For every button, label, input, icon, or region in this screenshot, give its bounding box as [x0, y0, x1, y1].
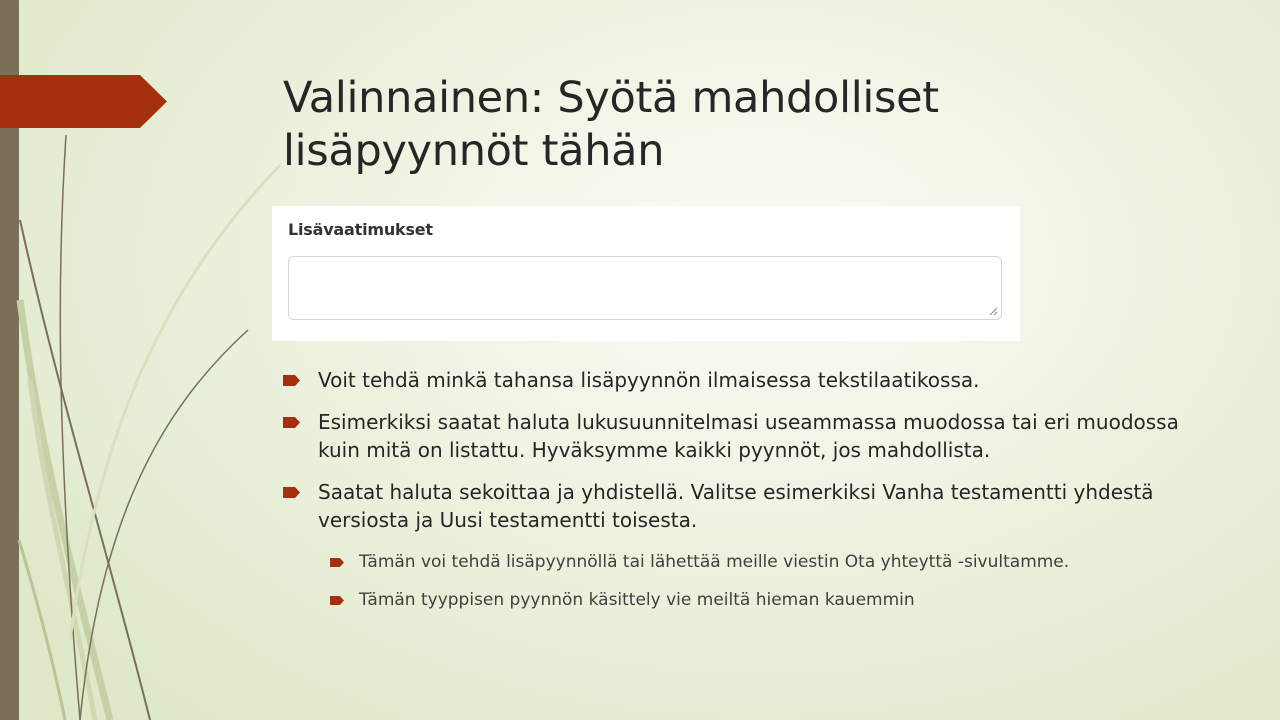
- additional-requests-textarea[interactable]: [288, 256, 1002, 320]
- bullet-text: Voit tehdä minkä tahansa lisäpyynnön ilmaisessa tekstilaatikossa.: [318, 368, 980, 392]
- arrow-bullet-icon: [283, 487, 300, 498]
- sub-bullet-list: [330, 550, 1110, 626]
- arrow-bullet-icon: [283, 375, 300, 386]
- arrow-bullet-icon: [330, 596, 344, 605]
- resize-handle-icon[interactable]: [989, 307, 998, 316]
- bullet-text: Saatat haluta sekoittaa ja yhdistellä. Valitse esimerkiksi Vanha testamentti yhdestä versiosta ja Uusi testamentti toisesta.: [318, 480, 1154, 532]
- form-screenshot-panel: [272, 206, 1020, 341]
- arrow-bullet-icon: [330, 558, 344, 567]
- bullet-item-3: [283, 478, 1223, 534]
- sub-bullet-item-2: [330, 588, 1110, 613]
- slide-title: [283, 72, 1183, 178]
- slide-title-line-1: Valinnainen: Syötä mahdolliset: [283, 73, 939, 123]
- bullet-list: [283, 366, 1223, 548]
- sub-bullet-text: Tämän tyyppisen pyynnön käsittely vie meiltä hieman kauemmin: [359, 590, 915, 610]
- bullet-text: Esimerkiksi saatat haluta lukusuunnitelmasi useammassa muodossa tai eri muodossa kuin mitä on listattu. Hyväksymme kaikki pyynnöt, jos mahdollista.: [318, 410, 1179, 462]
- form-field-label: Lisävaatimukset: [288, 220, 433, 239]
- slide-title-line-2: lisäpyynnöt tähän: [283, 126, 665, 176]
- bullet-item-1: [283, 366, 1223, 394]
- bullet-item-2: [283, 408, 1223, 464]
- arrow-bullet-icon: [283, 417, 300, 428]
- title-accent-arrow: [0, 75, 167, 128]
- sub-bullet-text: Tämän voi tehdä lisäpyynnöllä tai lähettää meille viestin Ota yhteyttä -sivultamme.: [359, 552, 1070, 572]
- sub-bullet-item-1: [330, 550, 1110, 575]
